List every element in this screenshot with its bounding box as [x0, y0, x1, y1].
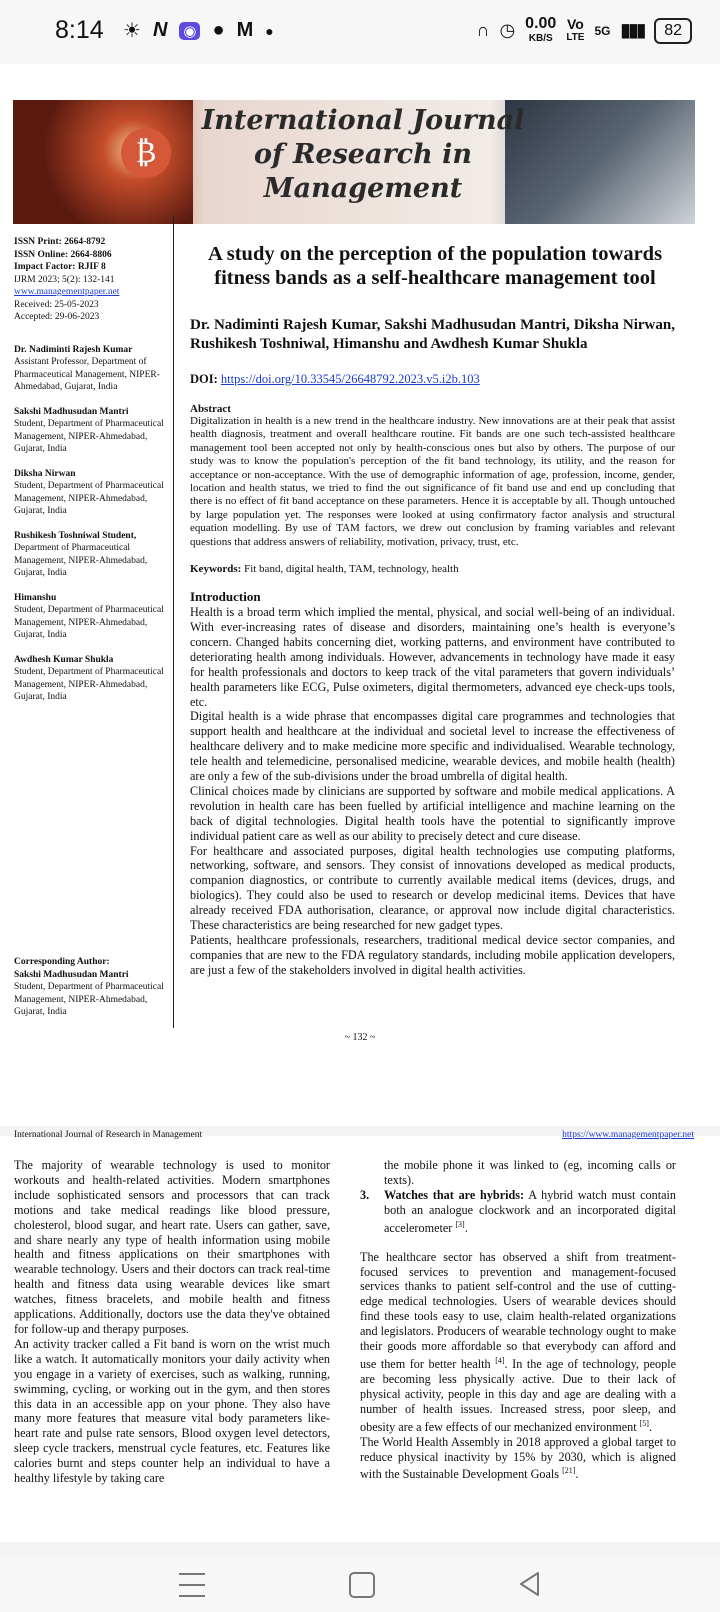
author-info: [14, 406, 164, 456]
received-date: Received: 25-05-2023: [14, 299, 99, 310]
game-icon: ◉: [179, 22, 200, 40]
app-n-icon: N: [152, 19, 168, 41]
article-authors: Dr. Nadiminti Rajesh Kumar, Sakshi Madhusudan Mantri, Diksha Nirwan, Rushikesh Toshniwal, Himanshu and Awdhesh Kumar Shukla: [190, 317, 675, 352]
intro-paragraph: Patients, healthcare professionals, researchers, traditional medical device sector companies, and companies that are new to the FDA regulatory standards, including mobile application developers, are just a few of the stakeholders involved in digital health activities.: [190, 933, 675, 977]
author-name: Sakshi Madhusudan Mantri: [14, 406, 129, 417]
page-number: ~ 132 ~: [344, 1032, 376, 1043]
author-info: [14, 654, 164, 704]
author-detail: Student, Department of Pharmaceutical Management, NIPER-Ahmedabad, Gujarat, India: [14, 667, 164, 702]
author-name: Rushikesh Toshniwal Student,: [14, 530, 137, 541]
intro-paragraph: For healthcare and associated purposes, digital health technologies use computing platforms, networking, software, and sensors. They consist of innovations developed as medical products, companion diagnostics, or contribute to currently available medical items (devices, drugs, and biologics). They could also be used to research or develop medicinal items. Devices that have already received FDA authorisation, clearance, or approval now include digital characteristics. These characteristics are being researched for new gadget types.: [190, 843, 675, 933]
back-triangle-icon: [516, 1570, 544, 1598]
author-info: [14, 592, 164, 642]
meta-line: Impact Factor: RJIF 8: [14, 262, 106, 272]
menu-line-icon: [179, 1573, 205, 1575]
pdf-page-1[interactable]: [0, 64, 720, 1126]
running-header: International Journal of Research in Management: [14, 1130, 203, 1140]
keywords-label: Keywords:: [190, 563, 242, 576]
intro-paragraph: Digital health is a wide phrase that encompasses digital care programmes and technologies that support health and healthcare at the individual and societal level to increase the effectiveness of healthcare delivery and to make medicine more specific and individualised. Wearable technology, tele health and telemedicine, personalised medicine, wearable devices, and mobile health (health) are only a few of the sub-divisions under the broad umbrella of digital health.: [190, 709, 675, 784]
reference-mark: [4]: [495, 1355, 505, 1365]
reference-mark: [3]: [455, 1219, 465, 1229]
menu-line-icon: [179, 1595, 205, 1597]
home-square-icon: [349, 1572, 375, 1598]
body-text: The healthcare sector has observed a shift from treatment-focused services to prevention and management-focused services thanks to patient self-control and the use of cutting-edge medical technologies. Users of wearable devices should find these tools easy to use, claim health-related organizations and legislators. Producers of wearable technology ought to make their goods more affordable so that everybody can afford and use them for better health: [360, 1249, 676, 1371]
banner-title: International Journal of Research in Management: [201, 105, 525, 204]
doi-link[interactable]: https://doi.org/10.33545/26648792.2023.v5.i2b.103: [220, 372, 480, 386]
author-name: Diksha Nirwan: [14, 468, 76, 479]
author-info: [14, 530, 164, 580]
doi-line: [190, 372, 675, 387]
author-info: [14, 344, 164, 394]
list-number: 3.: [360, 1187, 370, 1202]
recent-apps-button[interactable]: [172, 1564, 212, 1604]
corresponding-label: Corresponding Author:: [14, 957, 110, 967]
article-sidebar: [14, 236, 164, 704]
author-detail: Student, Department of Pharmaceutical Management, NIPER-Ahmedabad, Gujarat, India: [14, 481, 164, 516]
more-dot-icon: ●: [265, 22, 274, 39]
net-speed-unit: KB/S: [528, 33, 553, 44]
menu-line-icon: [179, 1584, 205, 1586]
introduction-heading: Introduction: [190, 589, 261, 605]
doi-label: DOI:: [190, 372, 218, 386]
pdf-page-2[interactable]: [0, 1130, 720, 1542]
left-column: [14, 1158, 330, 1486]
abstract-text: Digitalization in health is a new trend in the healthcare industry. New innovations are at their peak that assist health diagnosis, treatment and overall healthcare routine. Fit bands are one such tech-assisted healthcare management tool been accepted not only by health-conscious ones but also by others. The purpose of our study was to know the population's perception of the fit band technology, its utility, and the reason for acceptance or non-acceptance. With the use of demographic information of age, profession, income, gender, location and health status, we tried to find the out significance of fit band use and end up concluding that there is no effect of fit band acceptance on these parameters. Hence it is acceptable by all. Though untouched by large population yet. The responses were looked at using confirmatory factor analysis and structural equation modelling. By use of TAM factors, we drew out conclusion by framing variables and relevant questions that address answers of reliability, motivation, privacy, trust, etc.: [190, 415, 675, 548]
journal-meta: [14, 236, 164, 324]
net-speed: [525, 16, 556, 45]
body-text: . In the age of technology, people are becoming less physically active. Due to their lack of physical activity, people in this day and age are dealing with a number of health issues. Increased stress, poor sleep, and obesity are a few effects of our mechanized environment: [360, 1357, 676, 1434]
list-item: 3. Watches that are hybrids: A hybrid watch must contain both an analogue clockwork and an incorporated digital accelerometer [3].: [360, 1187, 676, 1235]
introduction-body: [190, 605, 675, 978]
bug-icon: ☀: [123, 20, 141, 42]
list-continuation: the mobile phone it was linked to (eg, incoming calls or texts).: [384, 1158, 676, 1187]
signal-icon: ▮▮▮: [620, 20, 645, 40]
article-main: [190, 242, 675, 978]
volte-top: Vo: [566, 16, 584, 32]
net-speed-value: 0.00: [525, 15, 557, 32]
reference-mark: [5]: [639, 1418, 649, 1428]
body-paragraph: An activity tracker called a Fit band is worn on the wrist much like a watch. It automatically monitors your daily activity when you engage in a variety of exercises, such as walking, running, swimming, cycling, or working out in the gym, and then stores this data in an accessible app on your phone. They also have many more features that measure vital body parameters like- heart rate and pulse rate sensors, Blood oxygen level detectors, sleep cycle trackers, menstrual cycle features, etc. Features like calories burnt and steps counter help an individual to have a healthy lifestyle by taking care: [14, 1336, 330, 1486]
article-title: A study on the perception of the population towards fitness bands as a self-healthcare management tool: [207, 243, 663, 289]
volte-bottom: LTE: [566, 32, 585, 43]
corresponding-author: [14, 956, 164, 1019]
navigation-bar: [0, 1556, 720, 1612]
author-name: Himanshu: [14, 592, 57, 603]
body-text: The World Health Assembly in 2018 approved a global target to reduce physical inactivity by 15% by 2030, which is aligned with the Sustainable Development Goals: [360, 1434, 676, 1482]
home-button[interactable]: [342, 1564, 382, 1604]
author-info: [14, 468, 164, 518]
status-time: 8:14: [55, 16, 104, 44]
bitcoin-icon: ₿: [121, 128, 171, 178]
author-detail: Student, Department of Pharmaceutical Management, NIPER-Ahmedabad, Gujarat, India: [14, 605, 164, 640]
notification-icons: [123, 18, 274, 43]
journal-banner: [13, 100, 695, 224]
right-column: [360, 1158, 676, 1482]
author-name: Awdhesh Kumar Shukla: [14, 654, 114, 665]
reference-mark: [21]: [562, 1466, 576, 1476]
author-detail: Assistant Professor, Department of Pharmaceutical Management, NIPER-Ahmedabad, Gujarat, India: [14, 357, 160, 392]
keywords-line: [190, 563, 675, 575]
meta-line: ISSN Print: 2664-8792: [14, 237, 106, 247]
system-icons: [477, 16, 692, 45]
intro-paragraph: Health is a broad term which implied the mental, physical, and social well-being of an individual. With ever-increasing rates of disease and disorders, maintaining one’s health is everyone’s concern. Changed habits concerning diet, working patterns, and environment have contributed to deteriorating health among individuals. However, advancements in technology have made it easy for health professionals and doctors to keep track of the vital parameters that govern individuals’ health parameters like ECG, Pulse oximeters, digital thermometers, advanced eye check-ups tools, etc.: [190, 605, 675, 709]
battery-indicator: 82: [654, 18, 692, 44]
author-name: Dr. Nadiminti Rajesh Kumar: [14, 344, 133, 355]
meta-line: IJRM 2023; 5(2): 132-141: [14, 274, 115, 285]
column-divider: [173, 216, 174, 1028]
list-item-title: Watches that are hybrids:: [384, 1187, 525, 1202]
headphones-icon: ∩: [476, 20, 490, 40]
body-paragraph: The healthcare sector has observed a shift from treatment-focused services to prevention and management-focused services thanks to patient self-control and the use of cutting-edge medical technologies. Users of wearable devices should find these tools easy to use, claim health-related organizations and legislators. Producers of wearable technology ought to make their goods more affordable so that everybody can afford and use them for better health [4]. In the age of technology, people are becoming less physically active. Due to their lack of physical activity, people in this day and age are dealing with a number of health issues. Increased stress, poor sleep, and obesity are a few effects of our mechanized environment [5].: [360, 1249, 676, 1434]
author-detail: Department of Pharmaceutical Management, NIPER-Ahmedabad, Gujarat, India: [14, 543, 148, 578]
journal-website-link[interactable]: www.managementpaper.net: [14, 287, 120, 297]
keywords-text: Fit band, digital health, TAM, technology, health: [244, 563, 459, 576]
back-button[interactable]: [510, 1564, 550, 1604]
corresponding-detail: Student, Department of Pharmaceutical Management, NIPER-Ahmedabad, Gujarat, India: [14, 982, 164, 1017]
body-paragraph: The majority of wearable technology is used to monitor workouts and health-related activities. Modern smartphones include sophisticated sensors and processors that can track motions and take medical readings like blood pressure, cholesterol, blood sugar, and heart rate. Users can gather, save, and share nearly any type of health information using mobile health and fitness applications on their smartphones with wearable technology. Users and their doctors can track real-time health and fitness data using wearable devices like smart watches, fitness bracelets, and mobile health and fitness applications. Additionally, doctors use the data they've obtained for follow-up and therapy purposes.: [14, 1158, 330, 1336]
list-item-text: A hybrid watch must contain both an analogue clockwork and an incorporated digital accelerometer: [384, 1187, 676, 1235]
intro-paragraph: Clinical choices made by clinicians are supported by software and mobile medical applications. A revolution in health care has been fuelled by artificial intelligence and machine learning on the back of digital technologies. Digital health tools have the potential to significantly improve individual patient care as well as our ability to precisely detect and cure disease.: [190, 783, 675, 843]
meta-line: ISSN Online: 2664-8806: [14, 249, 112, 260]
corresponding-name: Sakshi Madhusudan Mantri: [14, 969, 129, 980]
volte-indicator: [566, 17, 584, 44]
accepted-date: Accepted: 29-06-2023: [14, 312, 100, 322]
network-type: 5G: [594, 23, 611, 38]
status-bar: [0, 0, 720, 64]
journal-url-link[interactable]: https://www.managementpaper.net: [562, 1130, 694, 1140]
author-detail: Student, Department of Pharmaceutical Management, NIPER-Ahmedabad, Gujarat, India: [14, 419, 164, 454]
chat-icon: ●: [212, 19, 225, 41]
body-paragraph: The World Health Assembly in 2018 approved a global target to reduce physical inactivity by 15% by 2030, which is aligned with the Sustainable Development Goals [21].: [360, 1434, 676, 1482]
alarm-icon: ◷: [499, 20, 516, 40]
abstract-heading: Abstract: [190, 403, 231, 415]
app-m-icon: M: [236, 19, 254, 41]
